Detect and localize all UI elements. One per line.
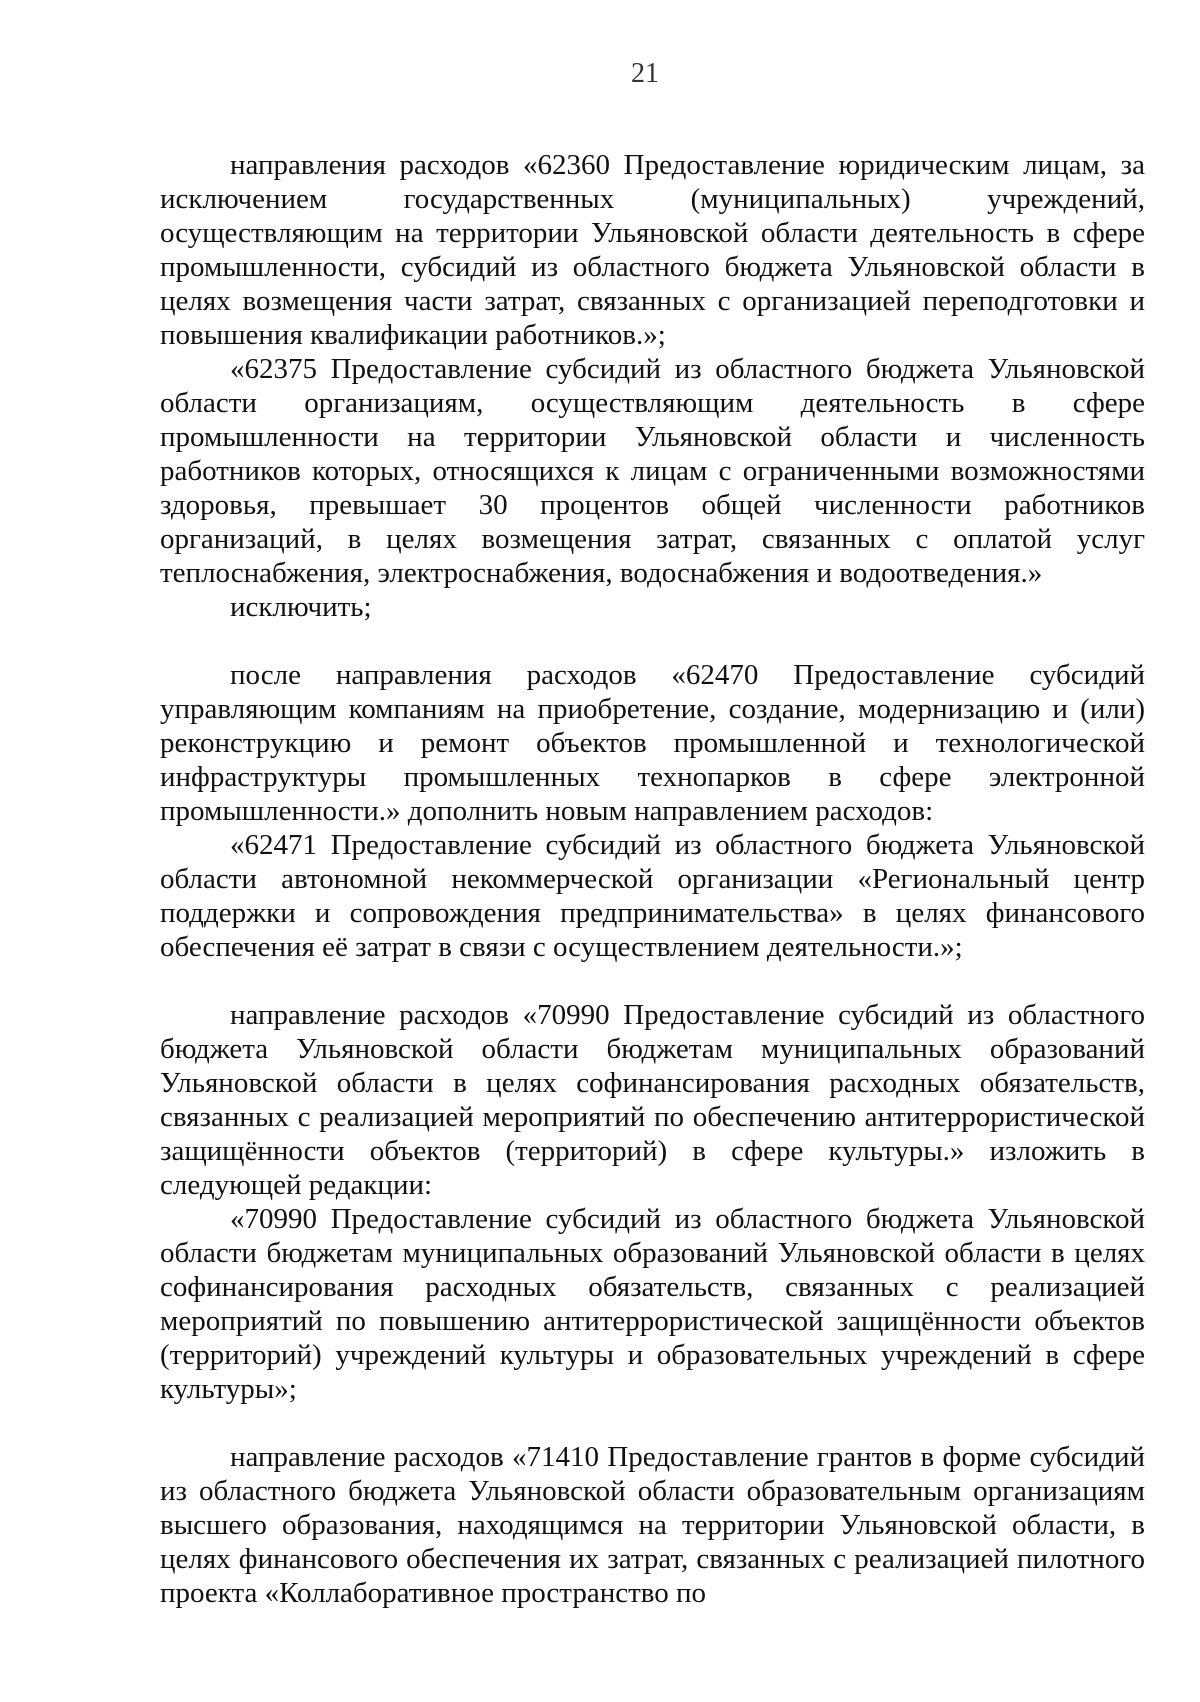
paragraph-62360: направления расходов «62360 Предоставление юридическим лицам, за исключением государственных (муниципальных) учреждений, осуществляющим на территории Ульяновской области деятельность в сфере промышленности, субсидий из областного бюджета Ульяновской области в целях возмещения части затрат, связанных с организацией переподготовки и повышения квалификации работников.»; [160, 149, 1145, 351]
paragraph-62375: «62375 Предоставление субсидий из областного бюджета Ульяновской области организациям, осуществляющим деятельность в сфере промышленности на территории Ульяновской области и численность работников которых, относящихся к лицам с ограниченными возможностями здоровья, превышает 30 процентов общей численности работников организаций, в целях возмещения затрат, связанных с оплатой услуг теплоснабжения, электроснабжения, водоснабжения и водоотведения.» [160, 353, 1145, 589]
paragraph-62470: после направления расходов «62470 Предоставление субсидий управляющим компаниям на приобретение, создание, модернизацию и (или) реконструкцию и ремонт объектов промышленной и технологической инфраструктуры промышленных технопарков в сфере электронной промышленности.» дополнить новым направлением расходов: [160, 659, 1145, 827]
paragraph-spacer [160, 1406, 1145, 1440]
paragraph-spacer [160, 964, 1145, 998]
paragraph-71410: направление расходов «71410 Предоставление грантов в форме субсидий из областного бюджета Ульяновской области образовательным организациям высшего образования, находящимся на территории Ульяновской области, в целях финансового обеспечения их затрат, связанных с реализацией пилотного проекта «Коллаборативное пространство по [160, 1441, 1145, 1609]
paragraph-70990-old: направление расходов «70990 Предоставление субсидий из областного бюджета Ульяновской области бюджетам муниципальных образований Ульяновской области в целях софинансирования расходных обязательств, связанных с реализацией мероприятий по обеспечению антитеррористической защищённости объектов (территорий) в сфере культуры.» изложить в следующей редакции: [160, 999, 1145, 1201]
document-body [160, 148, 1145, 1610]
paragraph-exclude: исключить; [230, 591, 372, 623]
paragraph-spacer [160, 624, 1145, 658]
paragraph-62471: «62471 Предоставление субсидий из областного бюджета Ульяновской области автономной некоммерческой организации «Региональный центр поддержки и сопровождения предпринимательства» в целях финансового обеспечения её затрат в связи с осуществлением деятельности.»; [160, 829, 1145, 963]
page-number: 21 [631, 58, 659, 89]
paragraph-70990-new: «70990 Предоставление субсидий из областного бюджета Ульяновской области бюджетам муниципальных образований Ульяновской области в целях софинансирования расходных обязательств, связанных с реализацией мероприятий по повышению антитеррористической защищённости объектов (территорий) учреждений культуры и образовательных учреждений в сфере культуры»; [160, 1203, 1145, 1405]
